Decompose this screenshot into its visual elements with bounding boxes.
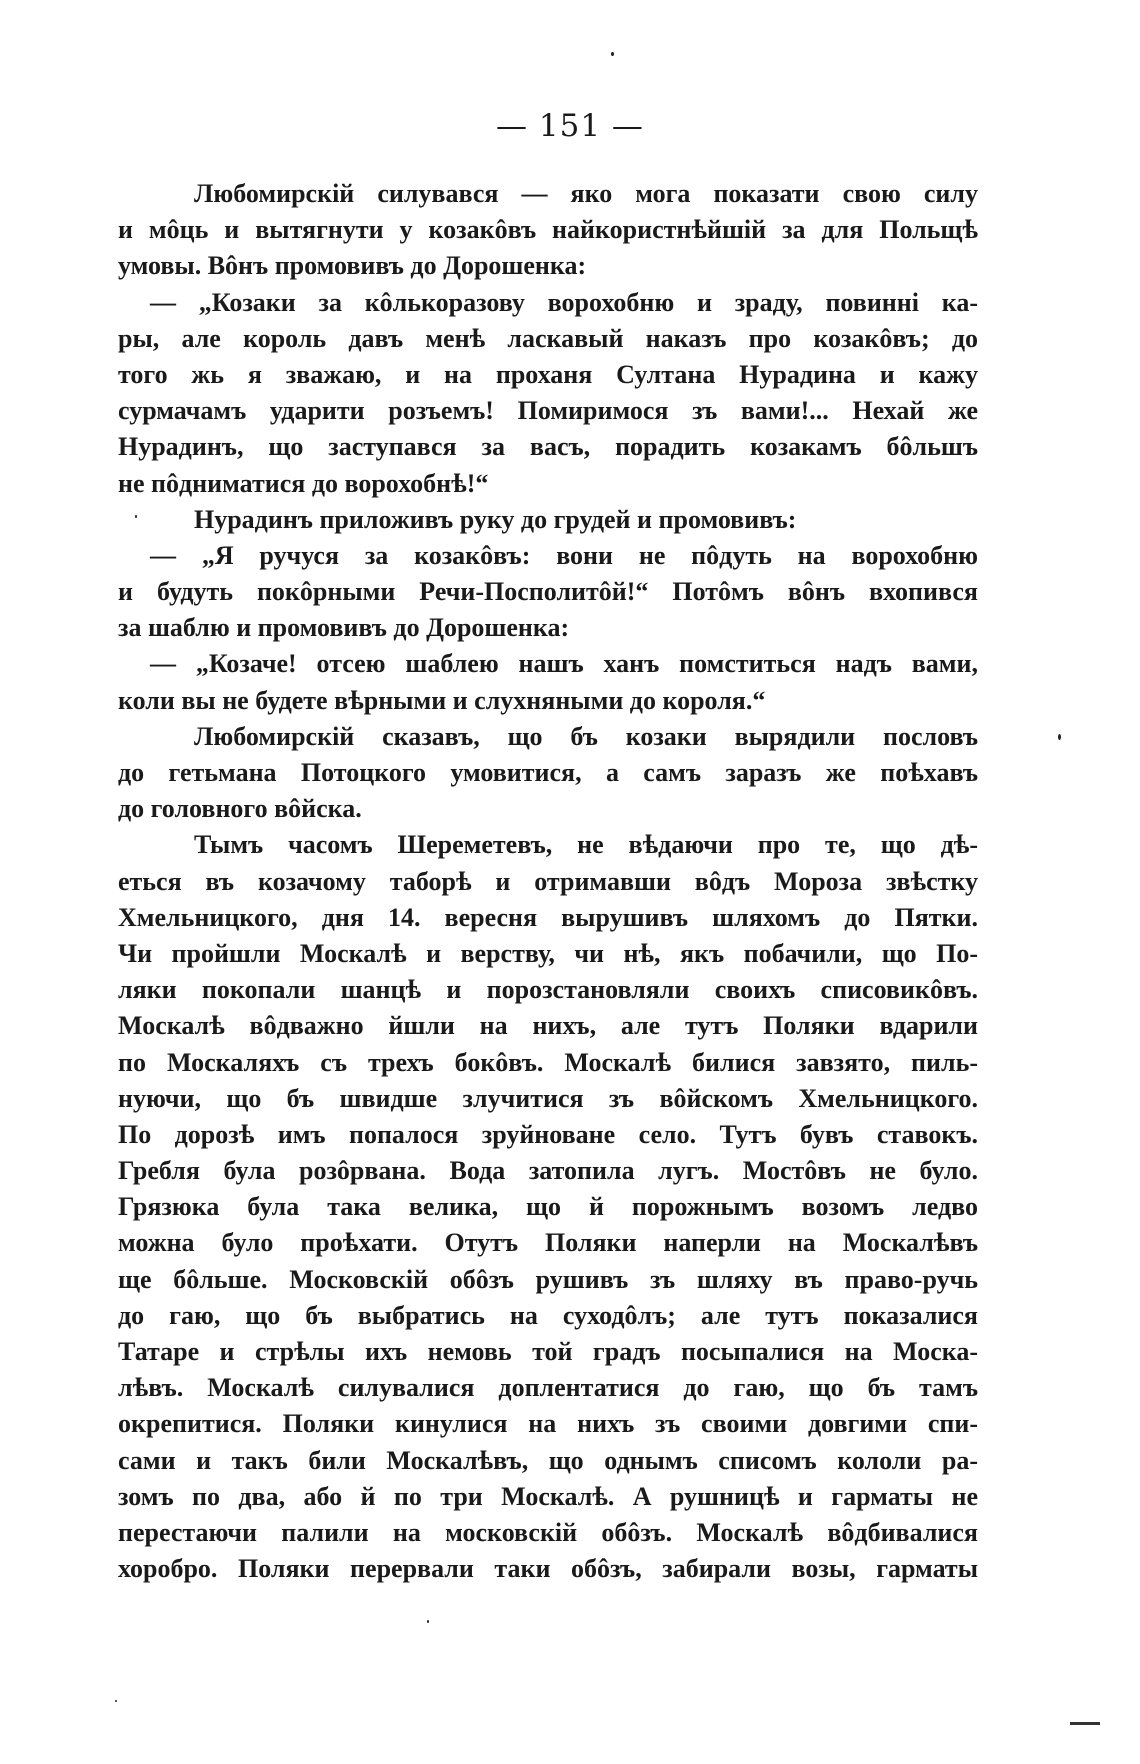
text-line: лѣвъ. Москалѣ силувалися доплентатися до гаю, що бъ тамъ: [118, 1373, 978, 1403]
text-line: до гаю, що бъ выбратись на суходôлъ; але тутъ показалися: [118, 1300, 978, 1330]
text-line: нуючи, що бъ швидше злучитися зъ вôйскомъ Хмельницкого.: [118, 1083, 978, 1113]
text-line: не пôдниматися до ворохобнѣ!“: [118, 468, 489, 498]
text-line: ляки покопали шанцѣ и порозстановляли своихъ списовикôвъ.: [118, 975, 978, 1005]
text-line: — „Козаки за кôлькоразову ворохобню и зраду, повинні ка-: [150, 287, 978, 317]
text-line: Грязюка була така велика, що й порожнымъ возомъ ледво: [118, 1192, 978, 1222]
text-line: перестаючи палили на московскій обôзъ. Москалѣ вôдбивалися: [118, 1517, 978, 1547]
scan-speck: [115, 1700, 117, 1702]
text-line: окрепитися. Поляки кинулися на нихъ зъ своими довгими спи-: [118, 1409, 978, 1439]
text-line: и будуть покôрными Речи-Посполитôй!“ Потôмъ вôнъ вхопився: [118, 577, 978, 607]
text-line: хоробро. Поляки перервали таки обôзъ, забирали возы, гарматы: [118, 1554, 978, 1584]
text-line: Любомирскій силувався — яко мога показати свою силу: [194, 179, 978, 208]
text-line: за шаблю и промовивъ до Дорошенка:: [118, 613, 570, 643]
text-line: Нурадинъ приложивъ руку до грудей и промовивъ:: [194, 504, 797, 534]
text-line: зомъ по два, або й по три Москалѣ. А рушницѣ и гарматы не: [118, 1481, 978, 1511]
text-line: коли вы не будете вѣрными и слухняными до короля.“: [118, 685, 766, 715]
body-text: [118, 176, 978, 1587]
text-line: — „Я ручуся за козакôвъ: вони не пôдуть на ворохобню: [150, 540, 978, 570]
text-line: умовы. Вôнъ промовивъ до Дорошенка:: [118, 251, 587, 281]
text-line: можна було проѣхати. Отутъ Поляки наперли на Москалѣвъ: [118, 1228, 978, 1258]
scan-speck: [611, 52, 614, 56]
text-line: Тымъ часомъ Шереметевъ, не вѣдаючи про те, що дѣ-: [194, 830, 978, 860]
text-line: — „Козаче! отсею шаблею нашъ ханъ помститься надъ вами,: [150, 649, 978, 679]
text-line: еться въ козачому таборѣ и отримавши вôдъ Мороза звѣстку: [118, 866, 978, 896]
text-line: и мôць и вытягнути у козакôвъ найкористнѣйшій за для Польщѣ: [118, 215, 978, 245]
text-line: сурмачамъ ударити розъемъ! Помиримося зъ вами!... Нехай же: [118, 396, 978, 426]
text-line: Нурадинъ, що заступався за васъ, порадить козакамъ бôльшъ: [118, 432, 978, 462]
text-line: до гетьмана Потоцкого умовитися, а самъ заразъ же поѣхавъ: [118, 758, 978, 787]
scan-mark: [1070, 1722, 1100, 1725]
text-line: сами и такъ били Москалѣвъ, що однымъ списомъ кололи ра-: [118, 1445, 978, 1475]
text-line: того жь я зважаю, и на проханя Султана Нурадина и кажу: [118, 359, 978, 389]
scan-speck: [1058, 734, 1061, 740]
text-line: по Москаляхъ съ трехъ бокôвъ. Москалѣ билися завзято, пиль-: [118, 1047, 978, 1077]
scan-speck: [427, 1620, 429, 1623]
text-line: ры, але король давъ менѣ ласкавый наказъ про козакôвъ; до: [118, 323, 978, 353]
text-line: Гребля була розôрвана. Вода затопила лугъ. Мостôвъ не було.: [118, 1156, 978, 1186]
page-number: — 151 —: [496, 108, 644, 144]
text-line: Татаре и стрѣлы ихъ немовь той градъ посыпалися на Моска-: [118, 1337, 978, 1366]
text-line: По дорозѣ имъ попалося зруйноване село. Тутъ бувъ ставокъ.: [118, 1119, 978, 1149]
text-line: Москалѣ вôдважно йшли на нихъ, але тутъ Поляки вдарили: [118, 1011, 978, 1041]
scan-speck: [135, 515, 137, 518]
text-line: до головного вôйска.: [118, 794, 362, 824]
text-line: Чи пройшли Москалѣ и верству, чи нѣ, якъ побачили, що По-: [118, 938, 978, 968]
text-line: ще бôльше. Московскій обôзъ рушивъ зъ шляху въ право-ручь: [118, 1264, 978, 1294]
text-line: Хмельницкого, дня 14. вересня вырушивъ шляхомъ до Пятки.: [118, 902, 978, 932]
text-line: Любомирскій сказавъ, що бъ козаки вырядили пословъ: [194, 721, 978, 751]
